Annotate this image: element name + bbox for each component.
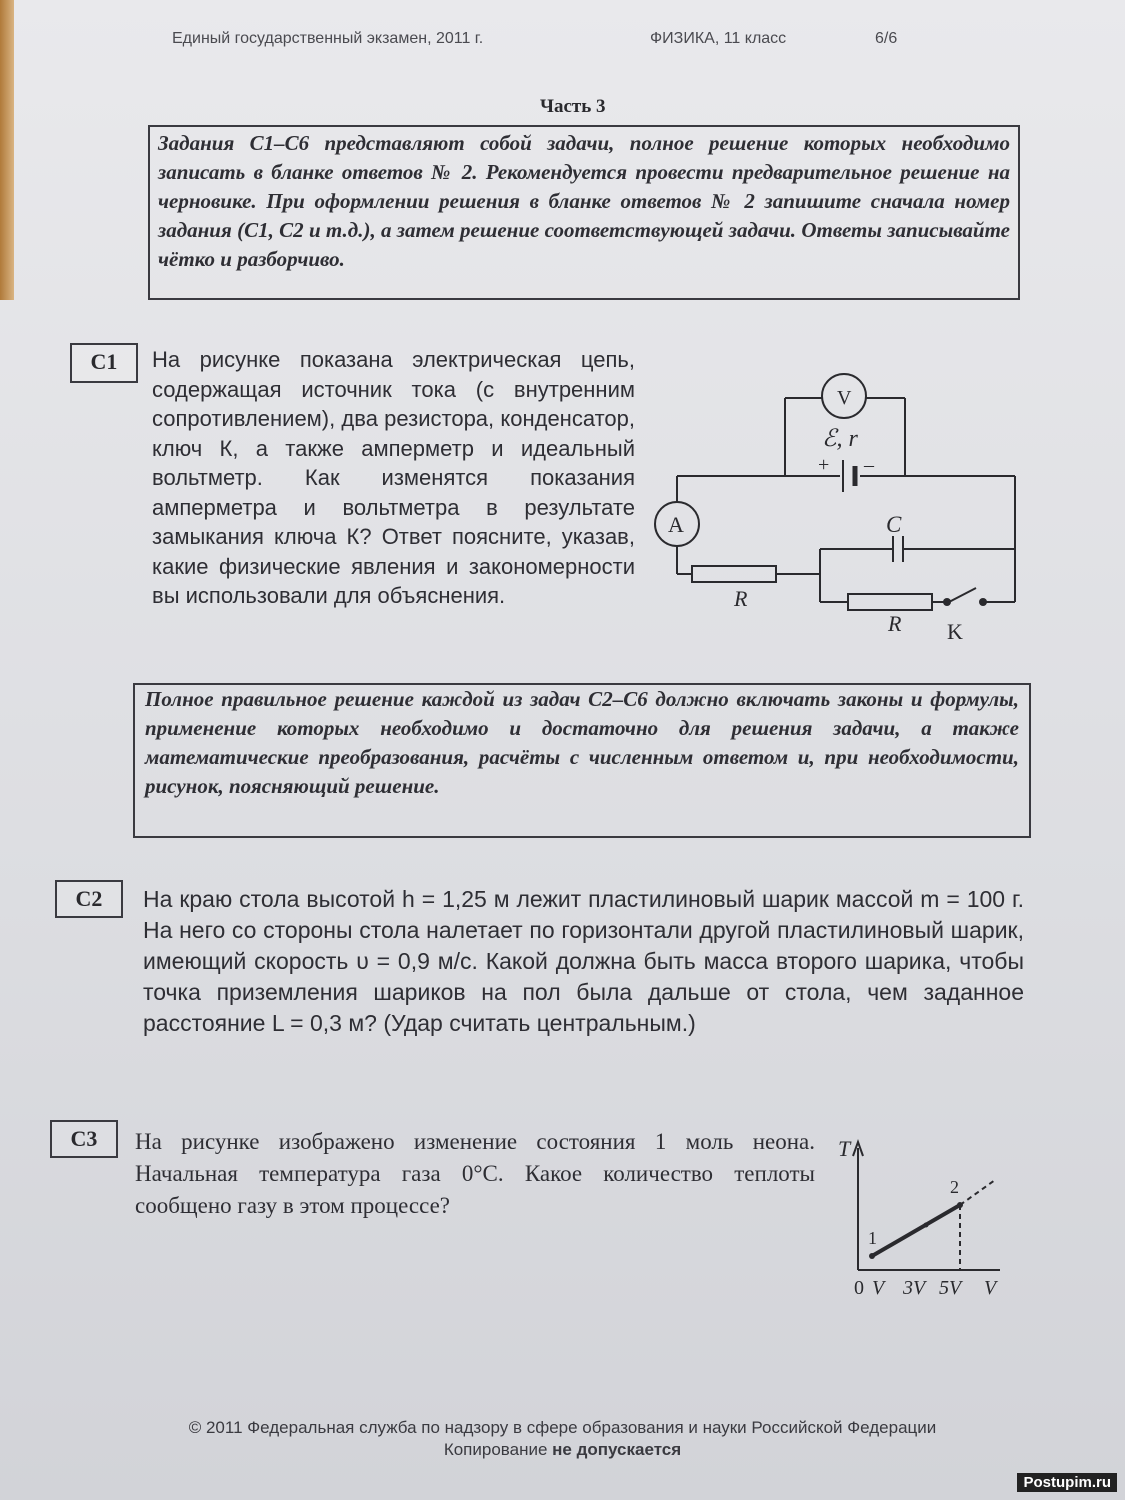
point-1-label: 1 [868, 1228, 877, 1248]
process-line [872, 1205, 960, 1256]
tick-label-v: V [872, 1277, 885, 1299]
part-title: Часть 3 [540, 96, 606, 117]
page-edge [0, 0, 14, 300]
y-axis-label: T [838, 1136, 851, 1161]
task-c1-text: На рисунке показана электрическая цепь, содержащая источник тока (с внутренним сопротивлением), два резистора, конденсатор, ключ К, а также амперметр и идеальный вольтметр. Как изменятся показания амперметра и вольтметра в результате замыкания ключа К? Ответ поясните, указав, какие физические явления и закономерности вы использовали для объяснения. [152, 347, 635, 608]
voltmeter-label: V [837, 387, 852, 409]
task-c2-label: С2 [55, 880, 123, 918]
footer-copy-notice [0, 1440, 1125, 1460]
solution-note-box: Полное правильное решение каждой из задач С2–С6 должно включать законы и формулы, применение которых необходимо и достаточно для решения задачи, а также математические преобразования, расчёты с численным ответом и, при необходимости, рисунок, поясняющий решение. [133, 683, 1031, 838]
task-c3-text: На рисунке изображено изменение состояния 1 моль неона. Начальная температура газа 0°С. Какое количество теплоты сообщено газу в этом процессе? [135, 1129, 815, 1218]
header-exam: Единый государственный экзамен, 2011 г. [172, 30, 484, 47]
point-2-marker [957, 1202, 963, 1208]
site-watermark: Postupim.ru [1017, 1473, 1117, 1492]
process-extension [960, 1180, 995, 1205]
ammeter-label: A [668, 512, 684, 537]
header-page-number: 6/6 [875, 30, 898, 47]
key-switch [949, 588, 976, 602]
point-1-marker [869, 1253, 875, 1259]
task-c3-label: С3 [50, 1120, 118, 1158]
instructions-box: Задания С1–С6 представляют собой задачи, полное решение которых необходимо записать в бланке ответов № 2. Рекомендуется провести предварительное решение на черновике. При оформлении решения в бланке ответов № 2 запишите сначала номер задания (С1, С2 и т.д.), а затем решение соответствующей задачи. Ответы записывайте чётко и разборчиво. [148, 125, 1020, 300]
resistor-1-symbol [692, 566, 776, 582]
header-subject: ФИЗИКА, 11 класс [650, 30, 787, 47]
capacitor-label: C [886, 512, 902, 537]
process-graph [830, 1130, 1030, 1305]
footer-copyright: © 2011 Федеральная служба по надзору в сфере образования и науки Российской Федерации [188, 1418, 937, 1437]
resistor-2-label: R [888, 611, 902, 636]
key-label: K [947, 619, 963, 644]
resistor-1-label: R [734, 586, 748, 611]
plus-sign: + [818, 454, 830, 476]
minus-sign: – [864, 454, 874, 476]
task-c2-text: На краю стола высотой h = 1,25 м лежит пластилиновый шарик массой m = 100 г. На него со стороны стола налетает по горизонтали другой пластилиновый шарик, имеющий скорость υ = 0,9 м/с. Какой должна быть масса второго шарика, чтобы точка приземления шариков на пол была дальше от стола, чем заданное расстояние L = 0,3 м? (Удар считать центральным.) [143, 886, 1024, 1036]
tick-label-3v: 3V [903, 1277, 926, 1299]
x-axis-label: V [984, 1277, 997, 1299]
midpoint-marker [924, 1223, 929, 1228]
footer-copy-bold: не допускается [552, 1440, 682, 1459]
task-c1-label: С1 [70, 343, 138, 383]
point-2-label: 2 [950, 1177, 959, 1197]
circuit-diagram [640, 360, 1040, 660]
source-label: ℰ, r [822, 426, 858, 452]
tick-label-5v: 5V [939, 1277, 962, 1299]
origin-label: 0 [854, 1277, 864, 1299]
footer-copy-prefix: Копирование [443, 1440, 553, 1459]
resistor-2-symbol [848, 594, 932, 610]
